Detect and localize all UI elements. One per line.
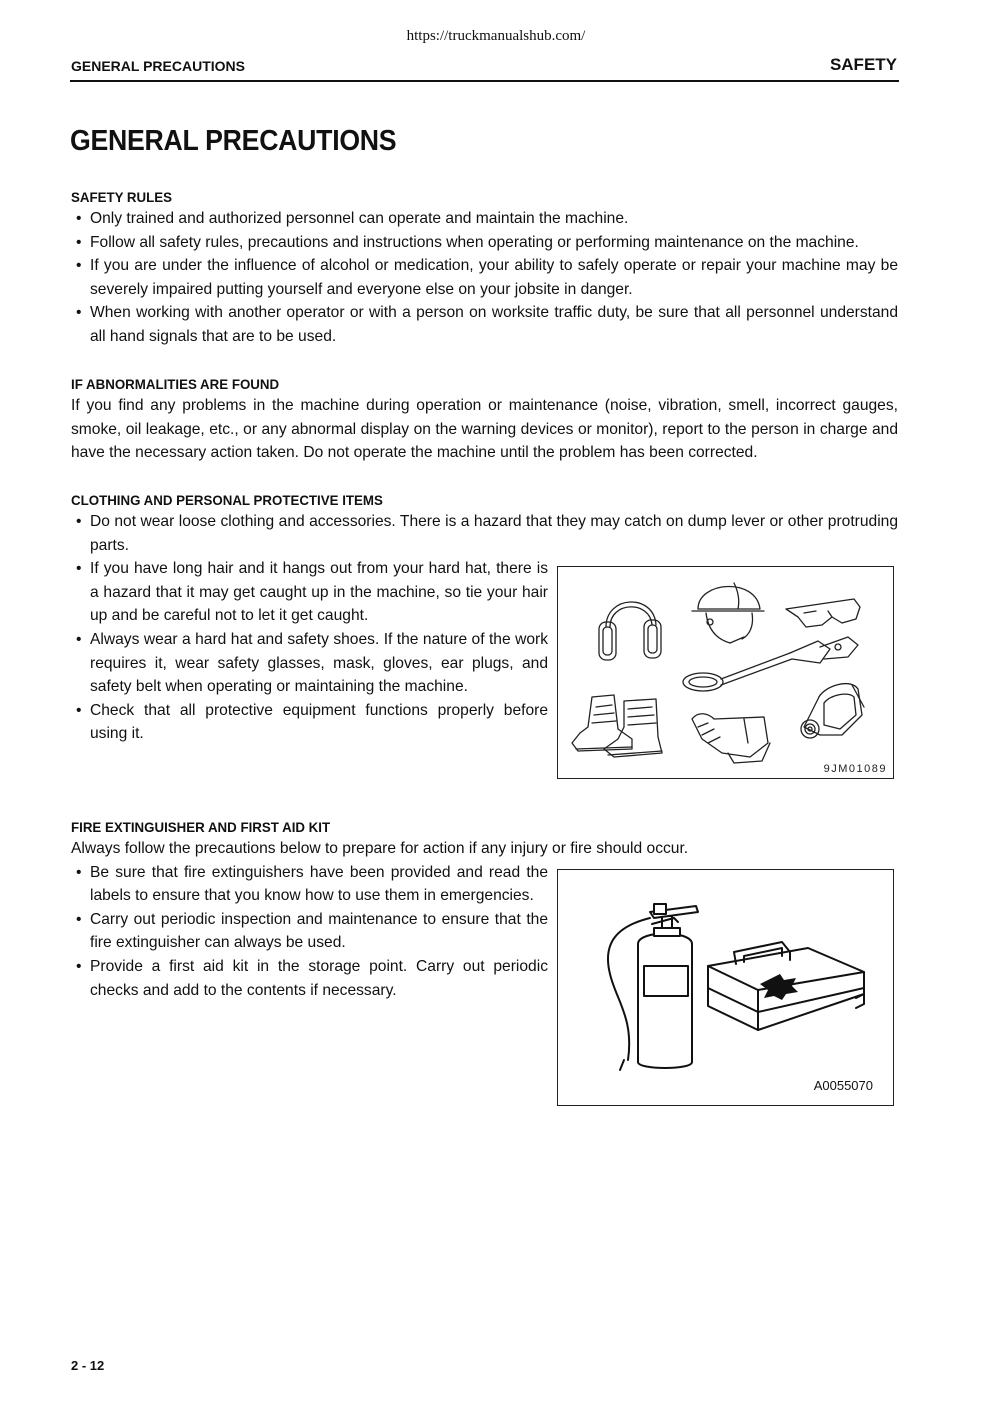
safety-glasses-icon xyxy=(786,599,860,627)
abnormalities-text: If you find any problems in the machine during operation or maintenance (noise, vibration, smell, incorrect gauges, smoke, oil leakage, etc., or any abnormal display on the warning devices or monitor), report to the person in charge and have the necessary action taken. Do not operate the machine until the problem has been corrected. xyxy=(71,397,898,462)
list-item: • Check that all protective equipment functions properly before using it. xyxy=(71,699,548,746)
safety-belt-icon xyxy=(683,637,858,691)
page-title: GENERAL PRECAUTIONS xyxy=(70,125,397,157)
source-url[interactable]: https://truckmanualshub.com/ xyxy=(406,28,586,44)
list-item: • If you have long hair and it hangs out from your hard hat, there is a hazard that it may get caught up in the machine, so tie your hair up and be careful not to let it get caught. xyxy=(71,557,548,628)
gloves-icon xyxy=(692,714,770,763)
list-item: • Provide a first aid kit in the storage point. Carry out periodic checks and add to the contents if necessary. xyxy=(71,955,548,1002)
hard-hat-icon xyxy=(692,583,764,643)
respirator-mask-icon xyxy=(801,684,864,738)
fire-extinguisher-illustration xyxy=(558,870,893,1105)
list-item: • Do not wear loose clothing and accessories. There is a hazard that they may catch on dump lever or other protruding parts. xyxy=(71,510,898,557)
protective-equipment-figure xyxy=(557,566,894,779)
list-item: • Always wear a hard hat and safety shoes. If the nature of the work requires it, wear safety glasses, mask, gloves, ear plugs, and safety belt when operating or maintaining the machine. xyxy=(71,628,548,699)
section-title: CLOTHING AND PERSONAL PROTECTIVE ITEMS xyxy=(71,492,383,508)
list-item: • If you are under the influence of alcohol or medication, your ability to safely operate or repair your machine may be severely impaired putting yourself and everyone else on your jobsite in danger. xyxy=(71,254,898,301)
list-item: • Only trained and authorized personnel can operate and maintain the machine. xyxy=(71,207,898,231)
section-title: FIRE EXTINGUISHER AND FIRST AID KIT xyxy=(71,819,331,835)
running-header-chapter: SAFETY xyxy=(829,55,897,74)
protective-equipment-illustration xyxy=(558,567,893,778)
safety-boots-icon xyxy=(572,695,662,757)
section-safety-rules xyxy=(71,189,898,349)
section-title: IF ABNORMALITIES ARE FOUND xyxy=(71,376,280,392)
clothing-list-full xyxy=(71,510,898,557)
section-abnormalities xyxy=(71,376,898,465)
fire-extinguisher-figure xyxy=(557,869,894,1106)
figure-code: 9JM01089 xyxy=(823,763,887,775)
safety-rules-list xyxy=(71,207,898,349)
running-header-section: GENERAL PRECAUTIONS xyxy=(71,58,245,74)
header-rule xyxy=(70,80,899,82)
page-number: 2 - 12 xyxy=(71,1358,105,1373)
list-item: • Be sure that fire extinguishers have been provided and read the labels to ensure that you know how to use them in emergencies. xyxy=(71,861,548,908)
fire-intro: Always follow the precautions below to prepare for action if any injury or fire should occur. xyxy=(71,840,689,857)
list-item: • Carry out periodic inspection and maintenance to ensure that the fire extinguisher can always be used. xyxy=(71,908,548,955)
section-title: SAFETY RULES xyxy=(71,189,172,205)
list-item: • When working with another operator or with a person on worksite traffic duty, be sure that all personnel understand all hand signals that are to be used. xyxy=(71,301,898,348)
ear-muffs-icon xyxy=(599,602,661,660)
fire-extinguisher-icon xyxy=(608,904,698,1070)
figure-code: A0055070 xyxy=(813,1078,873,1093)
list-item: • Follow all safety rules, precautions and instructions when operating or performing maintenance on the machine. xyxy=(71,231,898,255)
first-aid-cross-icon xyxy=(760,974,798,1000)
